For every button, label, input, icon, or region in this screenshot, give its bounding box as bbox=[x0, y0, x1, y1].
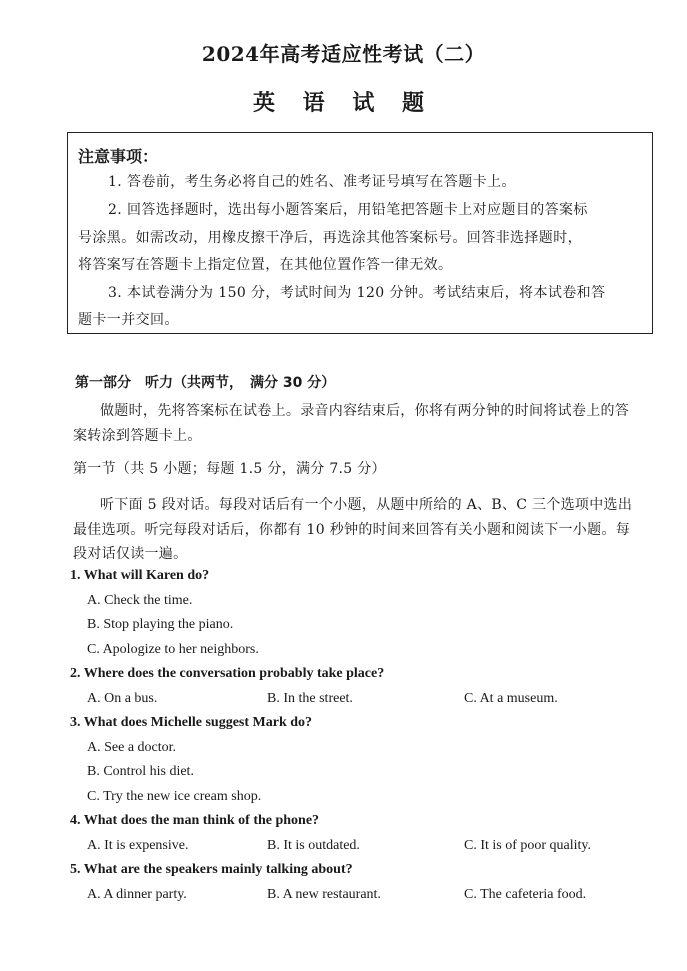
notice-line: 1. 答卷前，考生务必将自己的姓名、准考证号填写在答题卡上。 bbox=[108, 174, 516, 190]
question-5-option-a: A. A dinner party. bbox=[87, 887, 187, 902]
notice-line: 3. 本试卷满分为 150 分，考试时间为 120 分钟。考试结束后，将本试卷和答 bbox=[108, 285, 606, 301]
section1-instruction: 听下面 5 段对话。每段对话后有一个小题，从题中所给的 A、B、C 三个选项中选出 bbox=[100, 497, 633, 513]
notice-line: 号涂黑。如需改动，用橡皮擦干净后，再选涂其他答案标号。回答非选择题时， bbox=[78, 230, 582, 246]
question-3-option-b: B. Control his diet. bbox=[87, 764, 194, 779]
part1-heading: 第一部分 听力（共两节， 满分 30 分） bbox=[75, 375, 336, 391]
question-2-option-b: B. In the street. bbox=[267, 691, 353, 706]
notice-title: 注意事项： bbox=[78, 147, 159, 166]
question-1-option-a: A. Check the time. bbox=[87, 593, 193, 608]
question-2-option-c: C. At a museum. bbox=[464, 691, 558, 706]
question-1-stem: 1. What will Karen do? bbox=[70, 568, 210, 583]
exam-title: 2024年高考适应性考试（二） bbox=[201, 42, 486, 66]
question-3-stem: 3. What does Michelle suggest Mark do? bbox=[70, 715, 313, 730]
section1-heading: 第一节（共 5 小题；每题 1.5 分，满分 7.5 分） bbox=[73, 461, 386, 477]
question-1-option-c: C. Apologize to her neighbors. bbox=[87, 642, 259, 657]
question-5-option-b: B. A new restaurant. bbox=[267, 887, 381, 902]
question-2-option-a: A. On a bus. bbox=[87, 691, 158, 706]
question-3-option-a: A. See a doctor. bbox=[87, 740, 177, 755]
question-4-stem: 4. What does the man think of the phone? bbox=[70, 813, 320, 828]
question-1-option-b: B. Stop playing the piano. bbox=[87, 617, 234, 632]
section1-instruction: 最佳选项。听完每段对话后，你都有 10 秒钟的时间来回答有关小题和阅读下一小题。每 bbox=[73, 522, 631, 538]
question-4-option-c: C. It is of poor quality. bbox=[464, 838, 592, 853]
part1-intro: 做题时，先将答案标在试卷上。录音内容结束后，你将有两分钟的时间将试卷上的答 bbox=[100, 403, 630, 419]
notice-line: 题卡一并交回。 bbox=[78, 312, 179, 328]
notice-line: 将答案写在答题卡上指定位置，在其他位置作答一律无效。 bbox=[78, 257, 453, 273]
part1-intro: 案转涂到答题卡上。 bbox=[73, 428, 202, 444]
question-4-option-b: B. It is outdated. bbox=[267, 838, 360, 853]
section1-instruction: 段对话仅读一遍。 bbox=[73, 546, 188, 562]
question-3-option-c: C. Try the new ice cream shop. bbox=[87, 789, 262, 804]
question-4-option-a: A. It is expensive. bbox=[87, 838, 189, 853]
notice-line: 2. 回答选择题时，选出每小题答案后，用铅笔把答题卡上对应题目的答案标 bbox=[108, 202, 588, 218]
question-5-stem: 5. What are the speakers mainly talking about? bbox=[70, 862, 353, 877]
question-2-stem: 2. Where does the conversation probably take place? bbox=[70, 666, 385, 681]
subject-title: 英 语 试 题 bbox=[253, 90, 434, 116]
question-5-option-c: C. The cafeteria food. bbox=[464, 887, 587, 902]
